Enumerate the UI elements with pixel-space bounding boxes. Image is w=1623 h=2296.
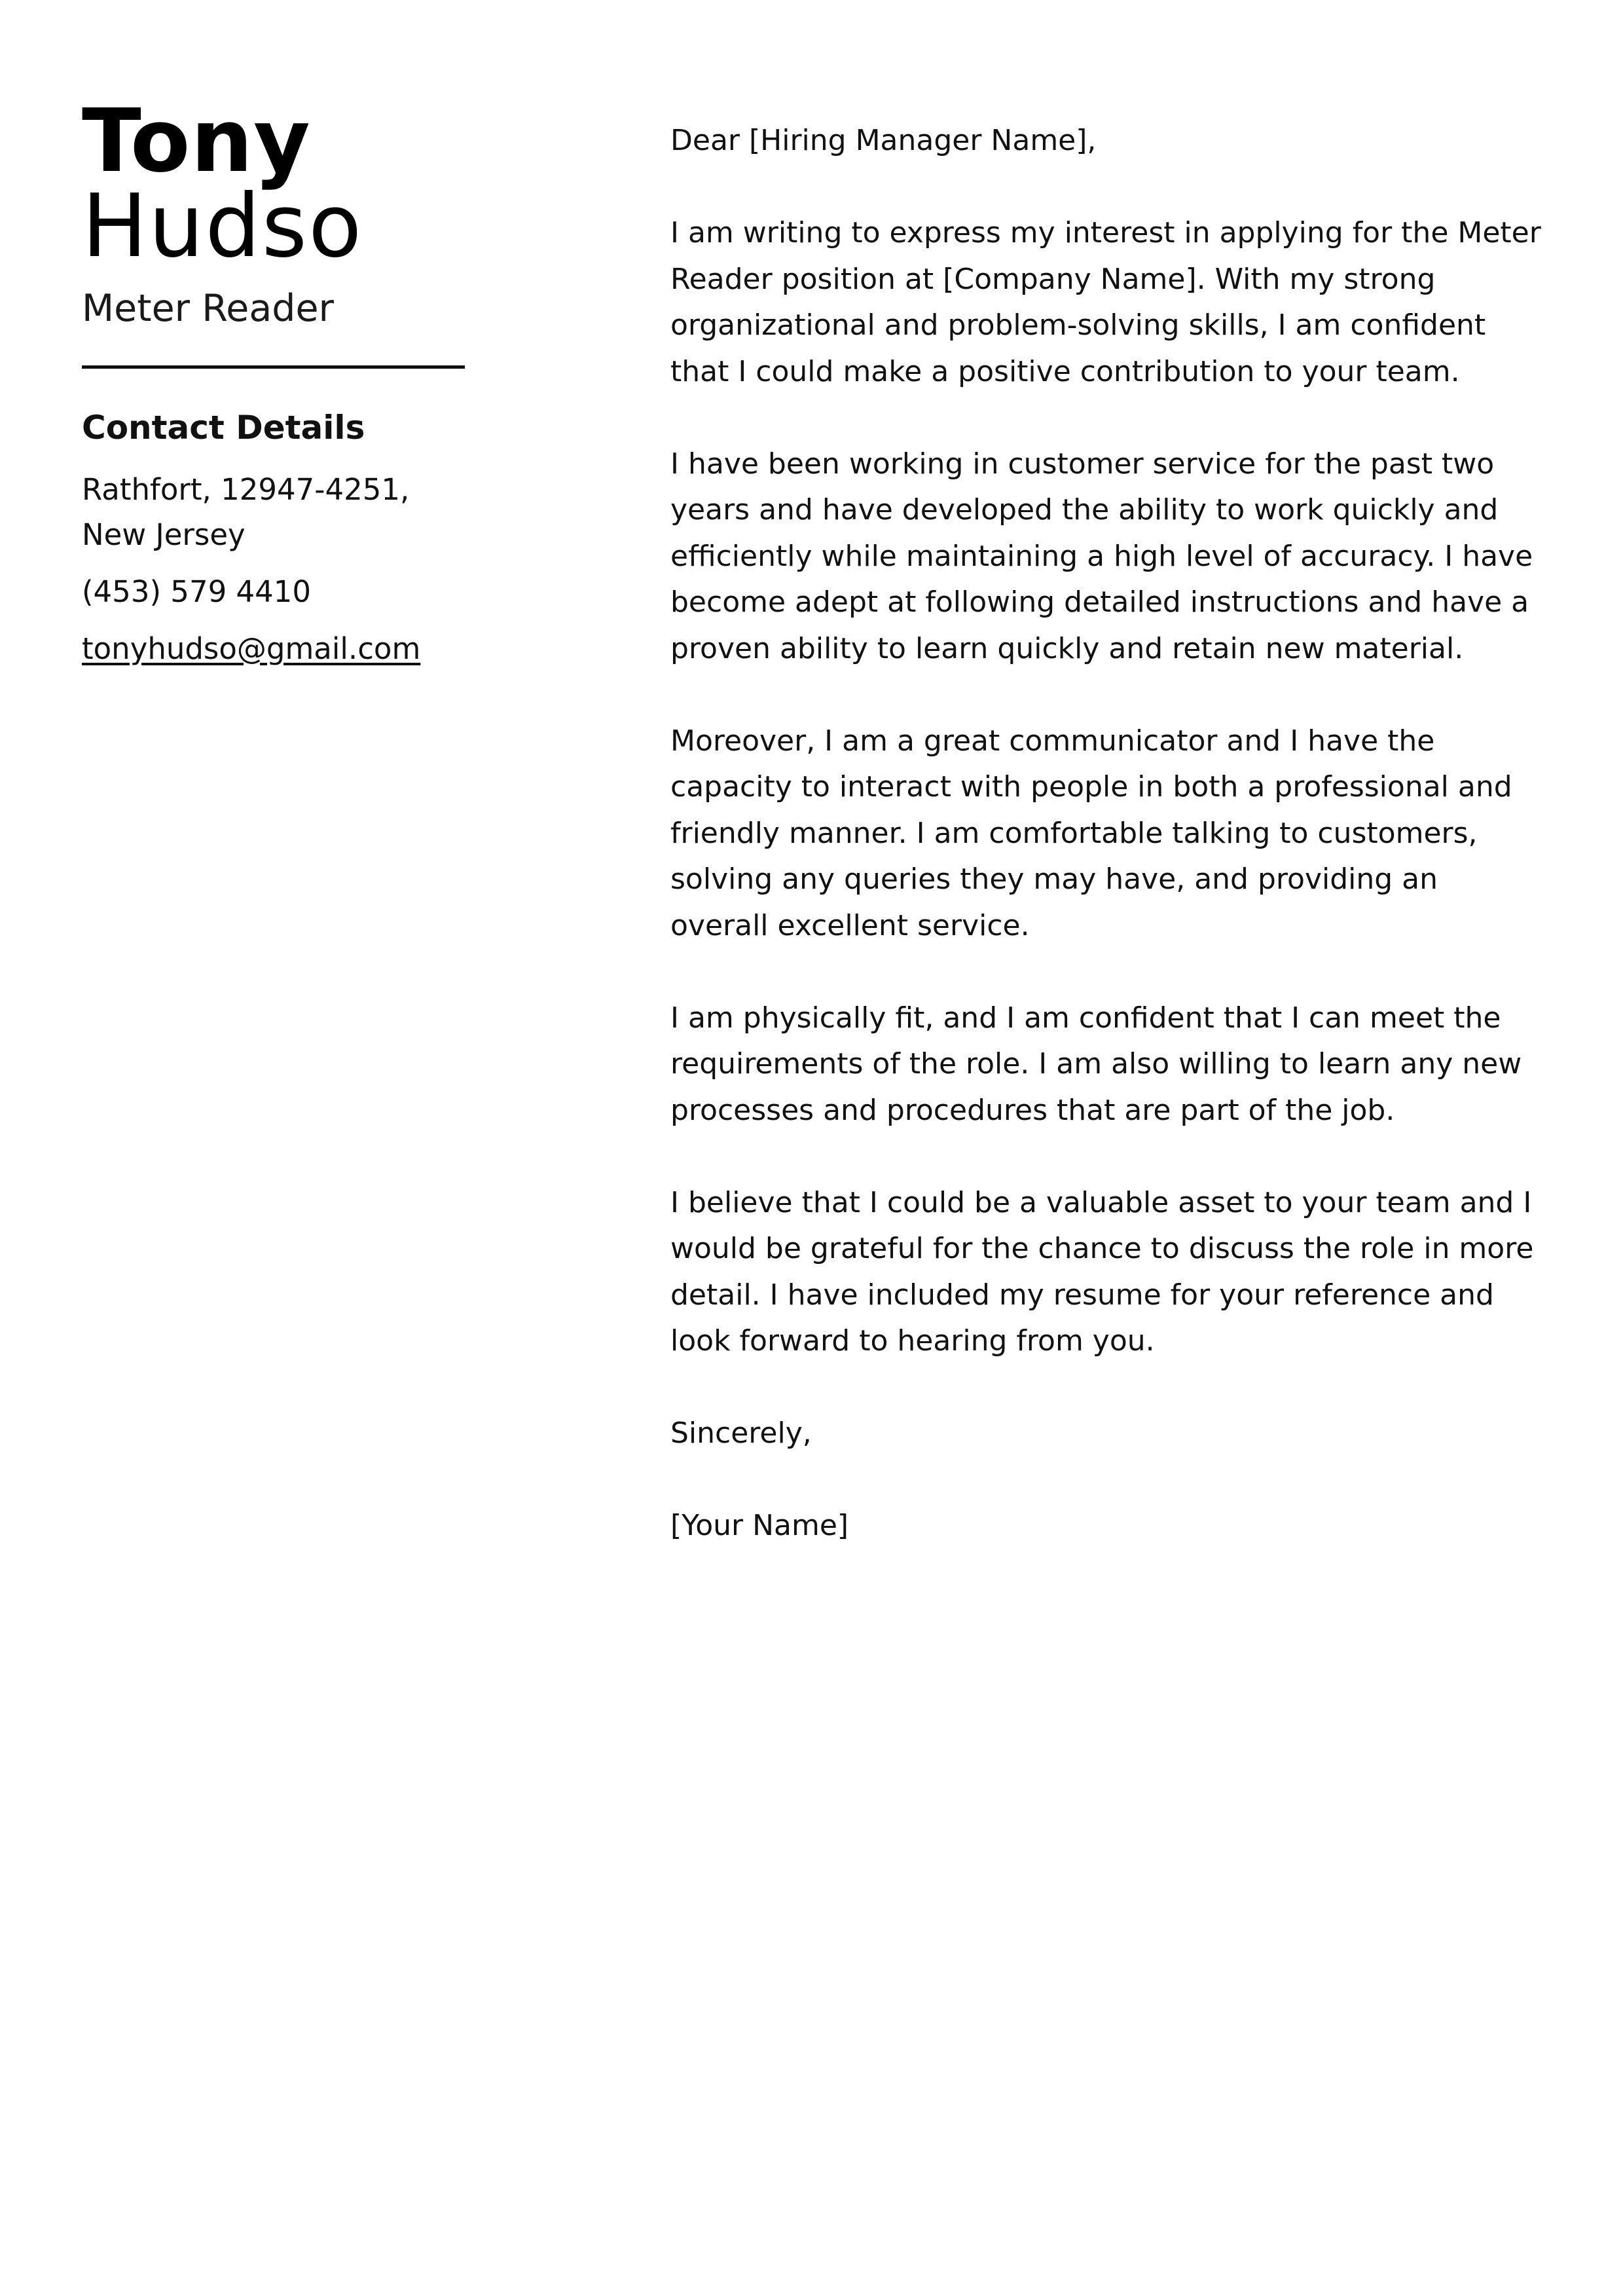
letter-paragraph-4: I am physically fit, and I am confident that I can meet the requirements of the role. I am also willing to learn any new processes and procedures that are part of the job. <box>670 1001 1522 1127</box>
first-name: Tony <box>82 91 311 192</box>
contact-address: Rathfort, 12947-4251, New Jersey <box>82 472 410 552</box>
sidebar <box>82 91 465 671</box>
letter-paragraph-2: I have been working in customer service for the past two years and have developed the ability to work quickly and efficiently while maintaining a high level of accuracy. I have become adept at following detailed instructions and have a proven ability to learn quickly and retain new material. <box>670 447 1533 665</box>
contact-phone: (453) 579 4410 <box>82 574 312 609</box>
contact-details-heading: Contact Details <box>82 408 365 447</box>
contact-email-row <box>82 626 465 671</box>
contact-email-link[interactable]: tonyhudso@gmail.com <box>82 631 421 666</box>
signature: [Your Name] <box>670 1509 849 1542</box>
letter-body <box>670 118 1541 1595</box>
candidate-name <box>82 91 465 277</box>
job-title: Meter Reader <box>82 287 334 331</box>
section-divider <box>82 365 465 369</box>
closing: Sincerely, <box>670 1416 812 1450</box>
letter-paragraph-3: Moreover, I am a great communicator and I have the capacity to interact with people in both a professional and friendly manner. I am comfortable talking to customers, solving any queries they may have, and providing an overall excellent service. <box>670 724 1512 942</box>
salutation: Dear [Hiring Manager Name], <box>670 124 1097 157</box>
letter-paragraph-1: I am writing to express my interest in applying for the Meter Reader position at [Company Name]. With my strong organizational and problem-solving skills, I am confident that I could make a positive contribution to your team. <box>670 216 1541 388</box>
letter-paragraph-5: I believe that I could be a valuable asset to your team and I would be grateful for the chance to discuss the role in more detail. I have included my resume for your reference and look forward to hearing from you. <box>670 1185 1534 1358</box>
last-name: Hudso <box>82 176 363 277</box>
